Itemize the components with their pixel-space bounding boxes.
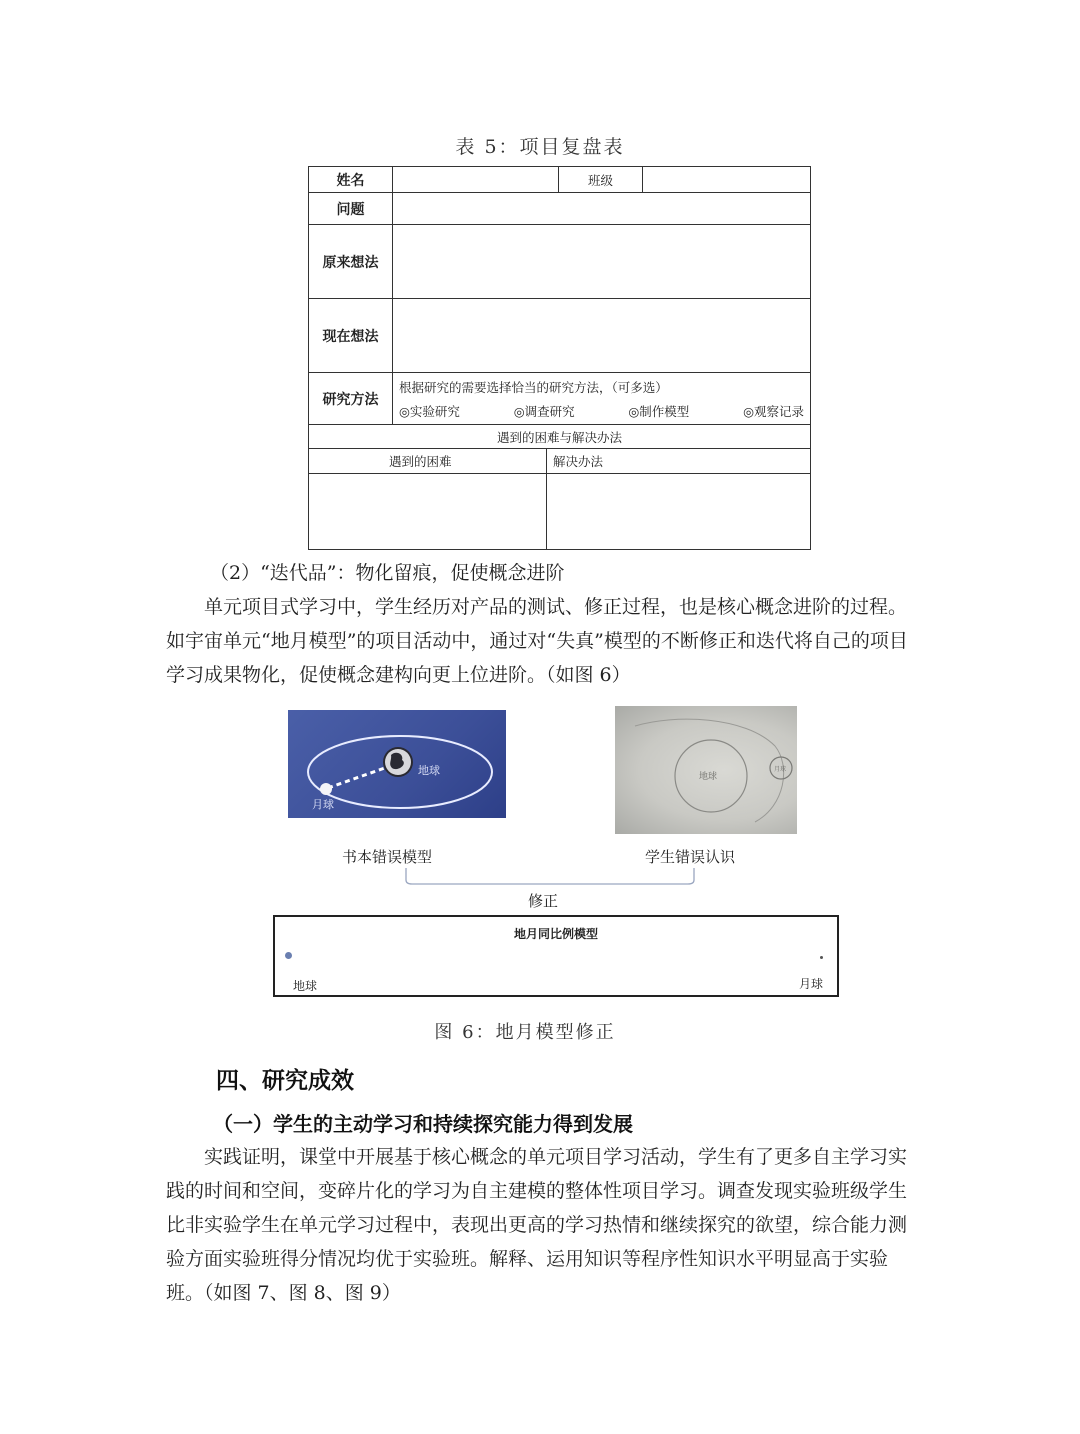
name-label: 姓名 [309, 167, 393, 193]
method-options [399, 402, 804, 420]
student-model-label: 学生错误认识 [645, 848, 736, 866]
class-value-cell [643, 167, 811, 193]
name-value-cell [393, 167, 559, 193]
student-model-photo [615, 706, 797, 834]
current-idea-cell [393, 299, 811, 373]
research-method-label: 研究方法 [309, 373, 393, 425]
project-review-table [308, 166, 811, 550]
iteration-heading: （2）“迭代品”：物化留痕，促使概念进阶 [210, 562, 565, 584]
scale-earth-label: 地球 [293, 979, 318, 993]
difficulty-header: 遇到的困难与解决办法 [309, 425, 811, 449]
results-subheading: （一）学生的主动学习和持续探究能力得到发展 [213, 1112, 633, 1136]
question-label: 问题 [309, 193, 393, 225]
iteration-paragraph: 单元项目式学习中，学生经历对产品的测试、修正过程，也是核心概念进阶的过程。如宇宙单元“地月模型”的项目活动中，通过对“失真”模型的不断修正和迭代将自己的项目学习成果物化，促使概念建构向更上位进阶。（如图 6） [166, 596, 908, 686]
solution-label: 解决办法 [547, 449, 811, 474]
difficulty-cell [309, 474, 547, 550]
method-option: ◎实验研究 [399, 403, 460, 419]
research-method-cell [393, 373, 811, 425]
textbook-model-label: 书本错误模型 [342, 848, 433, 866]
difficulty-label: 遇到的困难 [309, 449, 547, 474]
textbook-model-illustration [288, 710, 506, 818]
scale-earth-dot [285, 952, 292, 959]
method-option: ◎制作模型 [628, 403, 690, 419]
scale-moon-label: 月球 [799, 977, 824, 991]
scale-model-title: 地月同比例模型 [513, 927, 598, 941]
figure6-caption: 图 6：地月模型修正 [434, 1022, 616, 1043]
class-label: 班级 [559, 167, 643, 193]
results-paragraph: 实践证明，课堂中开展基于核心概念的单元项目学习活动，学生有了更多自主学习实践的时间和空间，变碎片化的学习为自主建模的整体性项目学习。调查发现实验班级学生比非实验学生在单元学习过程中，表现出更高的学习热情和继续探究的欲望，综合能力测验方面实验班得分情况均优于实验班。解释、运用知识等程序性知识水平明显高于实验班。（如图 7、图 8、图 9） [166, 1146, 908, 1304]
original-idea-label: 原来想法 [309, 225, 393, 299]
correction-label: 修正 [528, 892, 559, 910]
question-value-cell [393, 193, 811, 225]
method-intro: 根据研究的需要选择恰当的研究方法，（可多选） [399, 379, 668, 395]
student-model-illustration [615, 706, 797, 834]
left-earth-label: 地球 [418, 764, 440, 777]
results-heading: 四、研究成效 [216, 1068, 354, 1094]
left-moon-label: 月球 [312, 798, 334, 811]
method-option: ◎调查研究 [513, 403, 575, 419]
textbook-model-photo [288, 710, 506, 818]
original-idea-cell [393, 225, 811, 299]
right-moon-label: 月球 [774, 766, 787, 773]
right-earth-label: 地球 [699, 772, 718, 782]
current-idea-label: 现在想法 [309, 299, 393, 373]
method-option: ◎观察记录 [743, 403, 804, 419]
scale-moon-dot [820, 956, 823, 959]
same-scale-model-box [273, 915, 839, 997]
correction-bracket [400, 866, 700, 890]
solution-cell [547, 474, 811, 550]
table-caption: 表 5：项目复盘表 [455, 136, 625, 158]
